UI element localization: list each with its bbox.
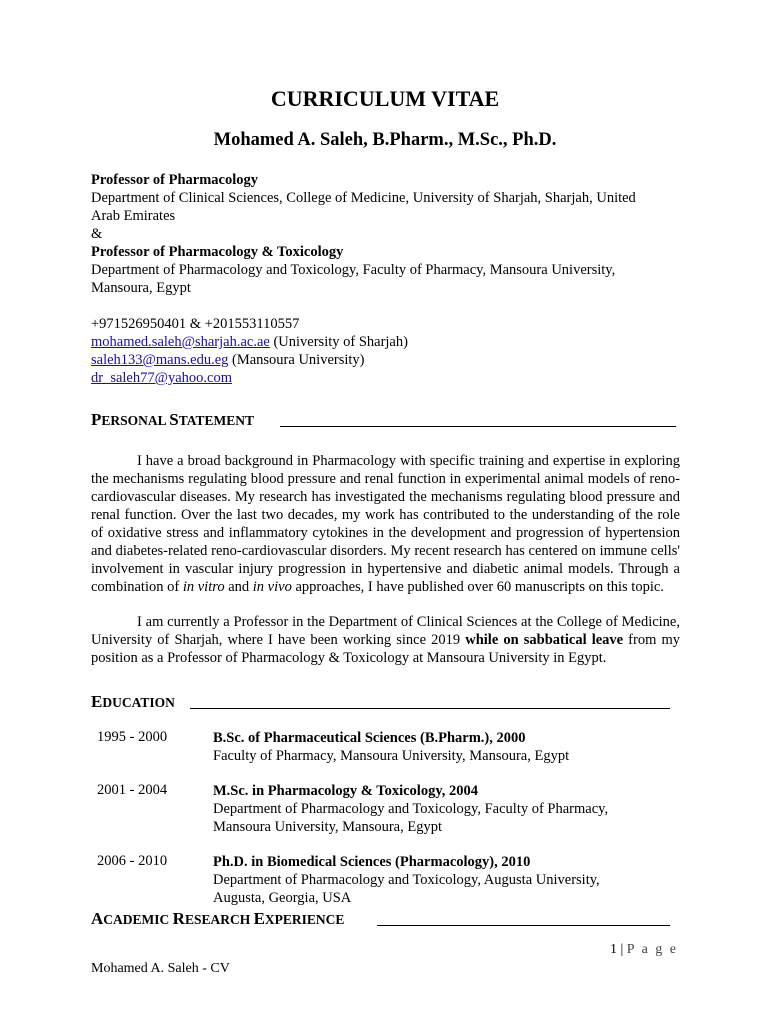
education-institution-3-line-1: Department of Pharmacology and Toxicology, Augusta University, [213, 872, 600, 888]
education-years-1: 1995 - 2000 [97, 729, 168, 745]
education-degree-2: M.Sc. in Pharmacology & Toxicology, 2004 [213, 783, 479, 799]
education-years-3: 2006 - 2010 [97, 853, 168, 869]
department-2-line-2: Mansoura, Egypt [91, 280, 191, 296]
email-row-2 [91, 351, 364, 369]
section-heading-research-experience: ACADEMIC RESEARCH EXPERIENCE [91, 909, 345, 928]
education-institution-2-line-2: Mansoura University, Mansoura, Egypt [213, 819, 443, 835]
document-title: CURRICULUM VITAE [270, 86, 500, 111]
email-row-3 [91, 369, 232, 387]
personal-statement-paragraph-2: I am currently a Professor in the Department of Clinical Sciences at the College of Medicine, University of Sharjah, where I have been working since 2019 while on sabbatical leave from my position as a Professor of Pharmacology & Toxicology at Mansoura University in Egypt. [91, 614, 680, 666]
section-rule-education [190, 708, 670, 709]
author-name: Mohamed A. Saleh, B.Pharm., M.Sc., Ph.D. [213, 130, 557, 150]
education-entry-2 [213, 782, 683, 836]
education-institution-3-line-2: Augusta, Georgia, USA [213, 890, 352, 906]
position-title-1: Professor of Pharmacology [91, 172, 258, 188]
position-title-2: Professor of Pharmacology & Toxicology [91, 244, 344, 260]
department-1-line-1: Department of Clinical Sciences, College of Medicine, University of Sharjah, Sharjah, United [91, 190, 636, 206]
email-link-sharjah[interactable]: mohamed.saleh@sharjah.ac.ae [91, 334, 270, 350]
education-institution-1-line-1: Faculty of Pharmacy, Mansoura University, Mansoura, Egypt [213, 748, 570, 764]
education-years-2: 2001 - 2004 [97, 782, 168, 798]
section-heading-education: EDUCATION [91, 692, 175, 711]
personal-statement-paragraph-1: I have a broad background in Pharmacology with specific training and expertise in exploring the mechanisms regulating blood pressure and renal function in experimental animal models of reno-cardiovascular diseases. My research has investigated the mechanisms regulating blood pressure and renal function. Over the last two decades, my work has contributed to the understanding of the role of oxidative stress and inflammatory cytokines in the development and progression of hypertension and diabetes-related reno-cardiovascular disorders. My recent research has centered on immune cells' involvement in vascular injury progression in hypertensive and diabetic animal models. Through a combination of in vitro and in vivo approaches, I have published over 60 manuscripts on this topic. [91, 453, 680, 595]
department-1-line-2: Arab Emirates [91, 208, 176, 224]
education-degree-1: B.Sc. of Pharmaceutical Sciences (B.Pharm.), 2000 [213, 730, 526, 746]
phone-numbers: +971526950401 & +201553110557 [91, 316, 300, 332]
email-link-yahoo[interactable]: dr_saleh77@yahoo.com [91, 370, 232, 386]
email-row-1 [91, 333, 408, 351]
section-rule-research-experience [377, 925, 670, 926]
footer-document-name: Mohamed A. Saleh - CV [91, 961, 230, 976]
department-2-line-1: Department of Pharmacology and Toxicology, Faculty of Pharmacy, Mansoura University, [91, 262, 616, 278]
education-entry-1 [213, 729, 683, 765]
ampersand: & [91, 226, 103, 242]
section-heading-personal-statement: PERSONAL STATEMENT [91, 410, 255, 429]
email-note-mansoura: (Mansoura University) [228, 352, 365, 368]
email-link-mansoura[interactable]: saleh133@mans.edu.eg [91, 352, 229, 368]
email-note-sharjah: (University of Sharjah) [269, 334, 408, 350]
page-number: 1 | P a g e [609, 942, 678, 957]
education-degree-3: Ph.D. in Biomedical Sciences (Pharmacology), 2010 [213, 854, 531, 870]
education-entry-3 [213, 853, 683, 907]
section-rule-personal-statement [280, 426, 676, 427]
education-institution-2-line-1: Department of Pharmacology and Toxicology, Faculty of Pharmacy, [213, 801, 609, 817]
